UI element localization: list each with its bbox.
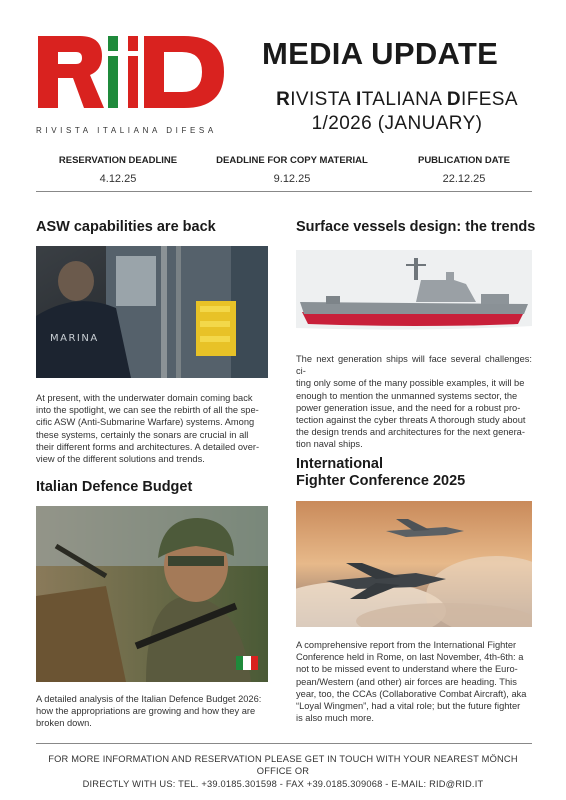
rid-logo	[36, 34, 226, 114]
budget-heading: Italian Defence Budget	[36, 479, 193, 495]
publication-date-value: 22.12.25	[442, 173, 486, 185]
header-divider	[36, 191, 532, 192]
soldier-photo	[36, 506, 268, 682]
asw-body: At present, with the underwater domain coming back into the spotlight, we can see the rebirth of all the spe- cific ASW (Anti-Submarine Warfare) systems. Among these systems, certainly the sonars are crucial in all their different forms and architectures. A detailed over- view of the different solutions and trends.	[36, 393, 260, 465]
footer-contact: FOR MORE INFORMATION AND RESERVATION PLEASE GET IN TOUCH WITH YOUR NEAREST MÖNCH OFFICE OR DIRECTLY WITH US: TEL. +39.0185.301598 - FAX +39.0185.309068 - E-MAIL: RID@RID.IT	[48, 754, 518, 789]
fighter-body: A comprehensive report from the International Fighter Conference held in Rome, on last November, 4th-6th: a not to be missed event to understand where the Euro- pean/Western (and other) air forces are heading. This year, too, the CCAs (Collaborative Combat Aircraft), aka “Loyal Wingmen”, had a vital role; but the future fighter is also much more.	[296, 640, 527, 724]
budget-body: A detailed analysis of the Italian Defence Budget 2026: how the appropriations are growing and how they are broken down.	[36, 694, 262, 729]
surface-heading: Surface vessels design: the trends	[296, 219, 536, 235]
copy-deadline-label: DEADLINE FOR COPY MATERIAL	[216, 155, 368, 166]
page-title: MEDIA UPDATE	[262, 36, 499, 71]
logo-subtitle: RIVISTA ITALIANA DIFESA	[36, 126, 217, 135]
fighter-render	[296, 501, 532, 627]
surface-body: The next generation ships will face several challenges: ci- ting only some of the many possible examples, it will be enough to mention the unmanned systems sector, the power generation issue, and the need for a robust pro- tection against the cyber threats A thorough study about the design trends and architectures for the next genera- tion naval ships.	[296, 354, 532, 450]
copy-deadline-value: 9.12.25	[273, 173, 311, 185]
reservation-deadline-value: 4.12.25	[99, 173, 137, 185]
magazine-name: RIVISTA ITALIANA DIFESA	[276, 89, 518, 110]
reservation-deadline-label: RESERVATION DEADLINE	[58, 155, 178, 166]
frigate-render	[296, 250, 532, 340]
fighter-heading: International Fighter Conference 2025	[296, 456, 466, 489]
footer-divider	[36, 743, 532, 744]
marina-text: MARINA	[50, 333, 99, 344]
asw-heading: ASW capabilities are back	[36, 219, 216, 235]
issue-label: 1/2026 (JANUARY)	[311, 113, 483, 134]
asw-photo	[36, 246, 268, 378]
publication-date-label: PUBLICATION DATE	[417, 155, 510, 166]
